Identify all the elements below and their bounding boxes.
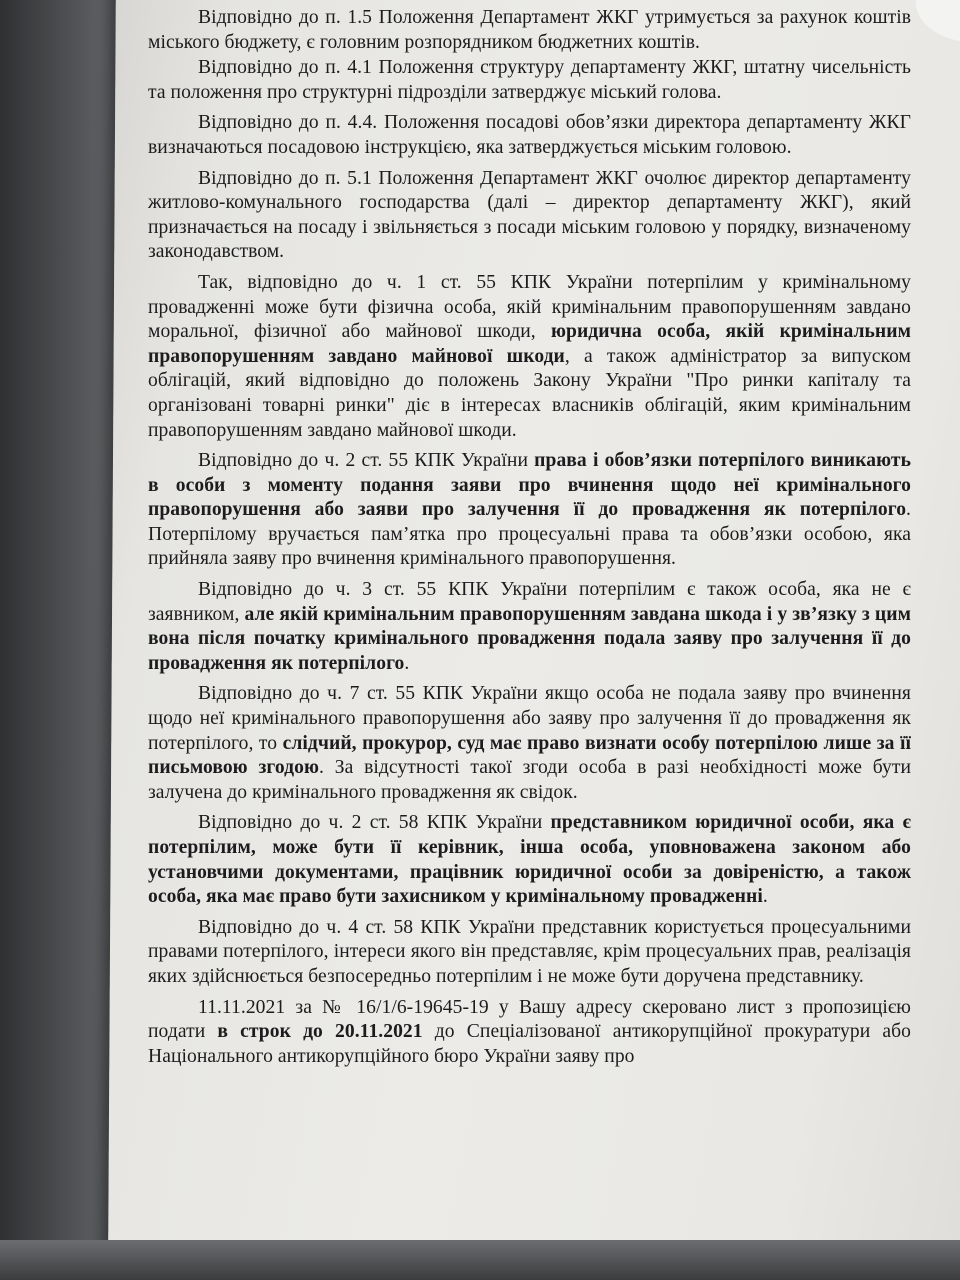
document-paragraph [148,167,911,265]
text-run: Відповідно до ч. 7 ст. 55 КПК України якщо особа не подала заяву про вчинення щодо неї кримінального правопорушення або заяву про залучення її до провадження як потерпілого, то [148,683,911,754]
bold-text-run: але якій кримінальним правопорушенням завдана шкода і у зв’язку з цим вона після початку кримінального провадження подала заяву про залучення її до провадження як потерпілого [148,603,911,674]
bold-text-run: в строк до 20.11.2021 [217,1021,423,1043]
bold-text-run: слідчий, прокурор, суд має право визнати особу потерпілою лише за її письмовою згодою [148,732,911,779]
document-paragraph [148,56,911,105]
adjacent-page-corner [916,0,960,43]
document-paragraph [148,111,911,160]
document-paragraph [148,449,911,572]
bold-text-run: юридична особа, якій кримінальним правопорушенням завдано майнової шкоди [148,321,911,367]
document-paragraph [148,578,911,676]
document-paragraph [148,811,911,909]
text-run: . [762,886,768,908]
document-paragraph [148,271,911,443]
text-run: до Спеціалізованої антикорупційної прокуратури або Національного антикорупційного бюро України заяву про [148,1021,911,1067]
text-run: Відповідно до ч. 2 ст. 55 КПК України [198,450,535,472]
document-body [148,6,911,1070]
document-paragraph [148,916,911,990]
text-run: Відповідно до п. 4.4. Положення посадові обов’язки директора департаменту ЖКГ визначаються посадовою інструкцією, яка затверджується міським головою. [148,112,911,158]
document-paragraph [148,682,911,805]
text-run: , а також адміністратор за випуском облігацій, який відповідно до положень Закону України "Про ринки капіталу та організовані товарні ринки" діє в інтересах власників облігацій, яким кримінальним правопорушенням завдано майнової шкоди. [148,345,911,441]
text-run: Відповідно до п. 4.1 Положення структуру департаменту ЖКГ, штатну чисельність та положення про структурні підрозділи затверджує міський голова. [148,57,911,103]
document-paragraph [148,996,911,1070]
text-run: . [404,652,410,674]
text-run: Відповідно до ч. 2 ст. 58 КПК України [198,812,551,834]
text-run: . Потерпілому вручається пам’ятка про процесуальні права та обов’язки особою, яка прийняла заяву про вчинення кримінального правопорушення. [148,499,911,570]
text-run: Відповідно до п. 5.1 Положення Департамент ЖКГ очолює директор департаменту житлово-комунального господарства (далі – директор департаменту ЖКГ), який призначається на посаду і звільняється з посади міським головою у порядку, визначеному законодавством. [148,167,911,263]
text-run: Відповідно до ч. 3 ст. 55 КПК України потерпілим є також особа, яка не є заявником, [148,579,911,625]
text-run: . За відсутності такої згоди особа в разі необхідності може бути залучена до кримінального провадження як свідок. [148,757,912,803]
bold-text-run: права і обов’язки потерпілого виникають в особи з моменту подання заяви про вчинення щодо неї кримінального правопорушення або заяви про залучення її до провадження як потерпілого [148,450,911,521]
text-run: Відповідно до п. 1.5 Положення Департамент ЖКГ утримується за рахунок коштів міського бюджету, є головним розпорядником бюджетних коштів. [148,7,911,53]
bottom-edge-shadow [0,1240,960,1280]
text-run: Відповідно до ч. 4 ст. 58 КПК України представник користується процесуальними правами потерпілого, інтереси якого він представляє, крім процесуальних прав, реалізація яких здійснюється безпосередньо потерпілим і не може бути доручена представнику. [148,916,911,987]
text-run: Так, відповідно до ч. 1 ст. 55 КПК України потерпілим у кримінальному провадженні може бути фізична особа, якій кримінальним правопорушенням завдано моральної, фізичної або майнової шкоди, [148,271,911,343]
document-paragraph [148,6,911,55]
bold-text-run: представником юридичної особи, яка є потерпілим, може бути її керівник, інша особа, уповноважена законом або установчими документами, працівник юридичної особи за довіреністю, а також особа, яка має право бути захисником у кримінальному провадженні [148,812,911,908]
text-run: 11.11.2021 за № 16/1/6-19645-19 у Вашу адресу скеровано лист з пропозицією подати [148,996,911,1043]
